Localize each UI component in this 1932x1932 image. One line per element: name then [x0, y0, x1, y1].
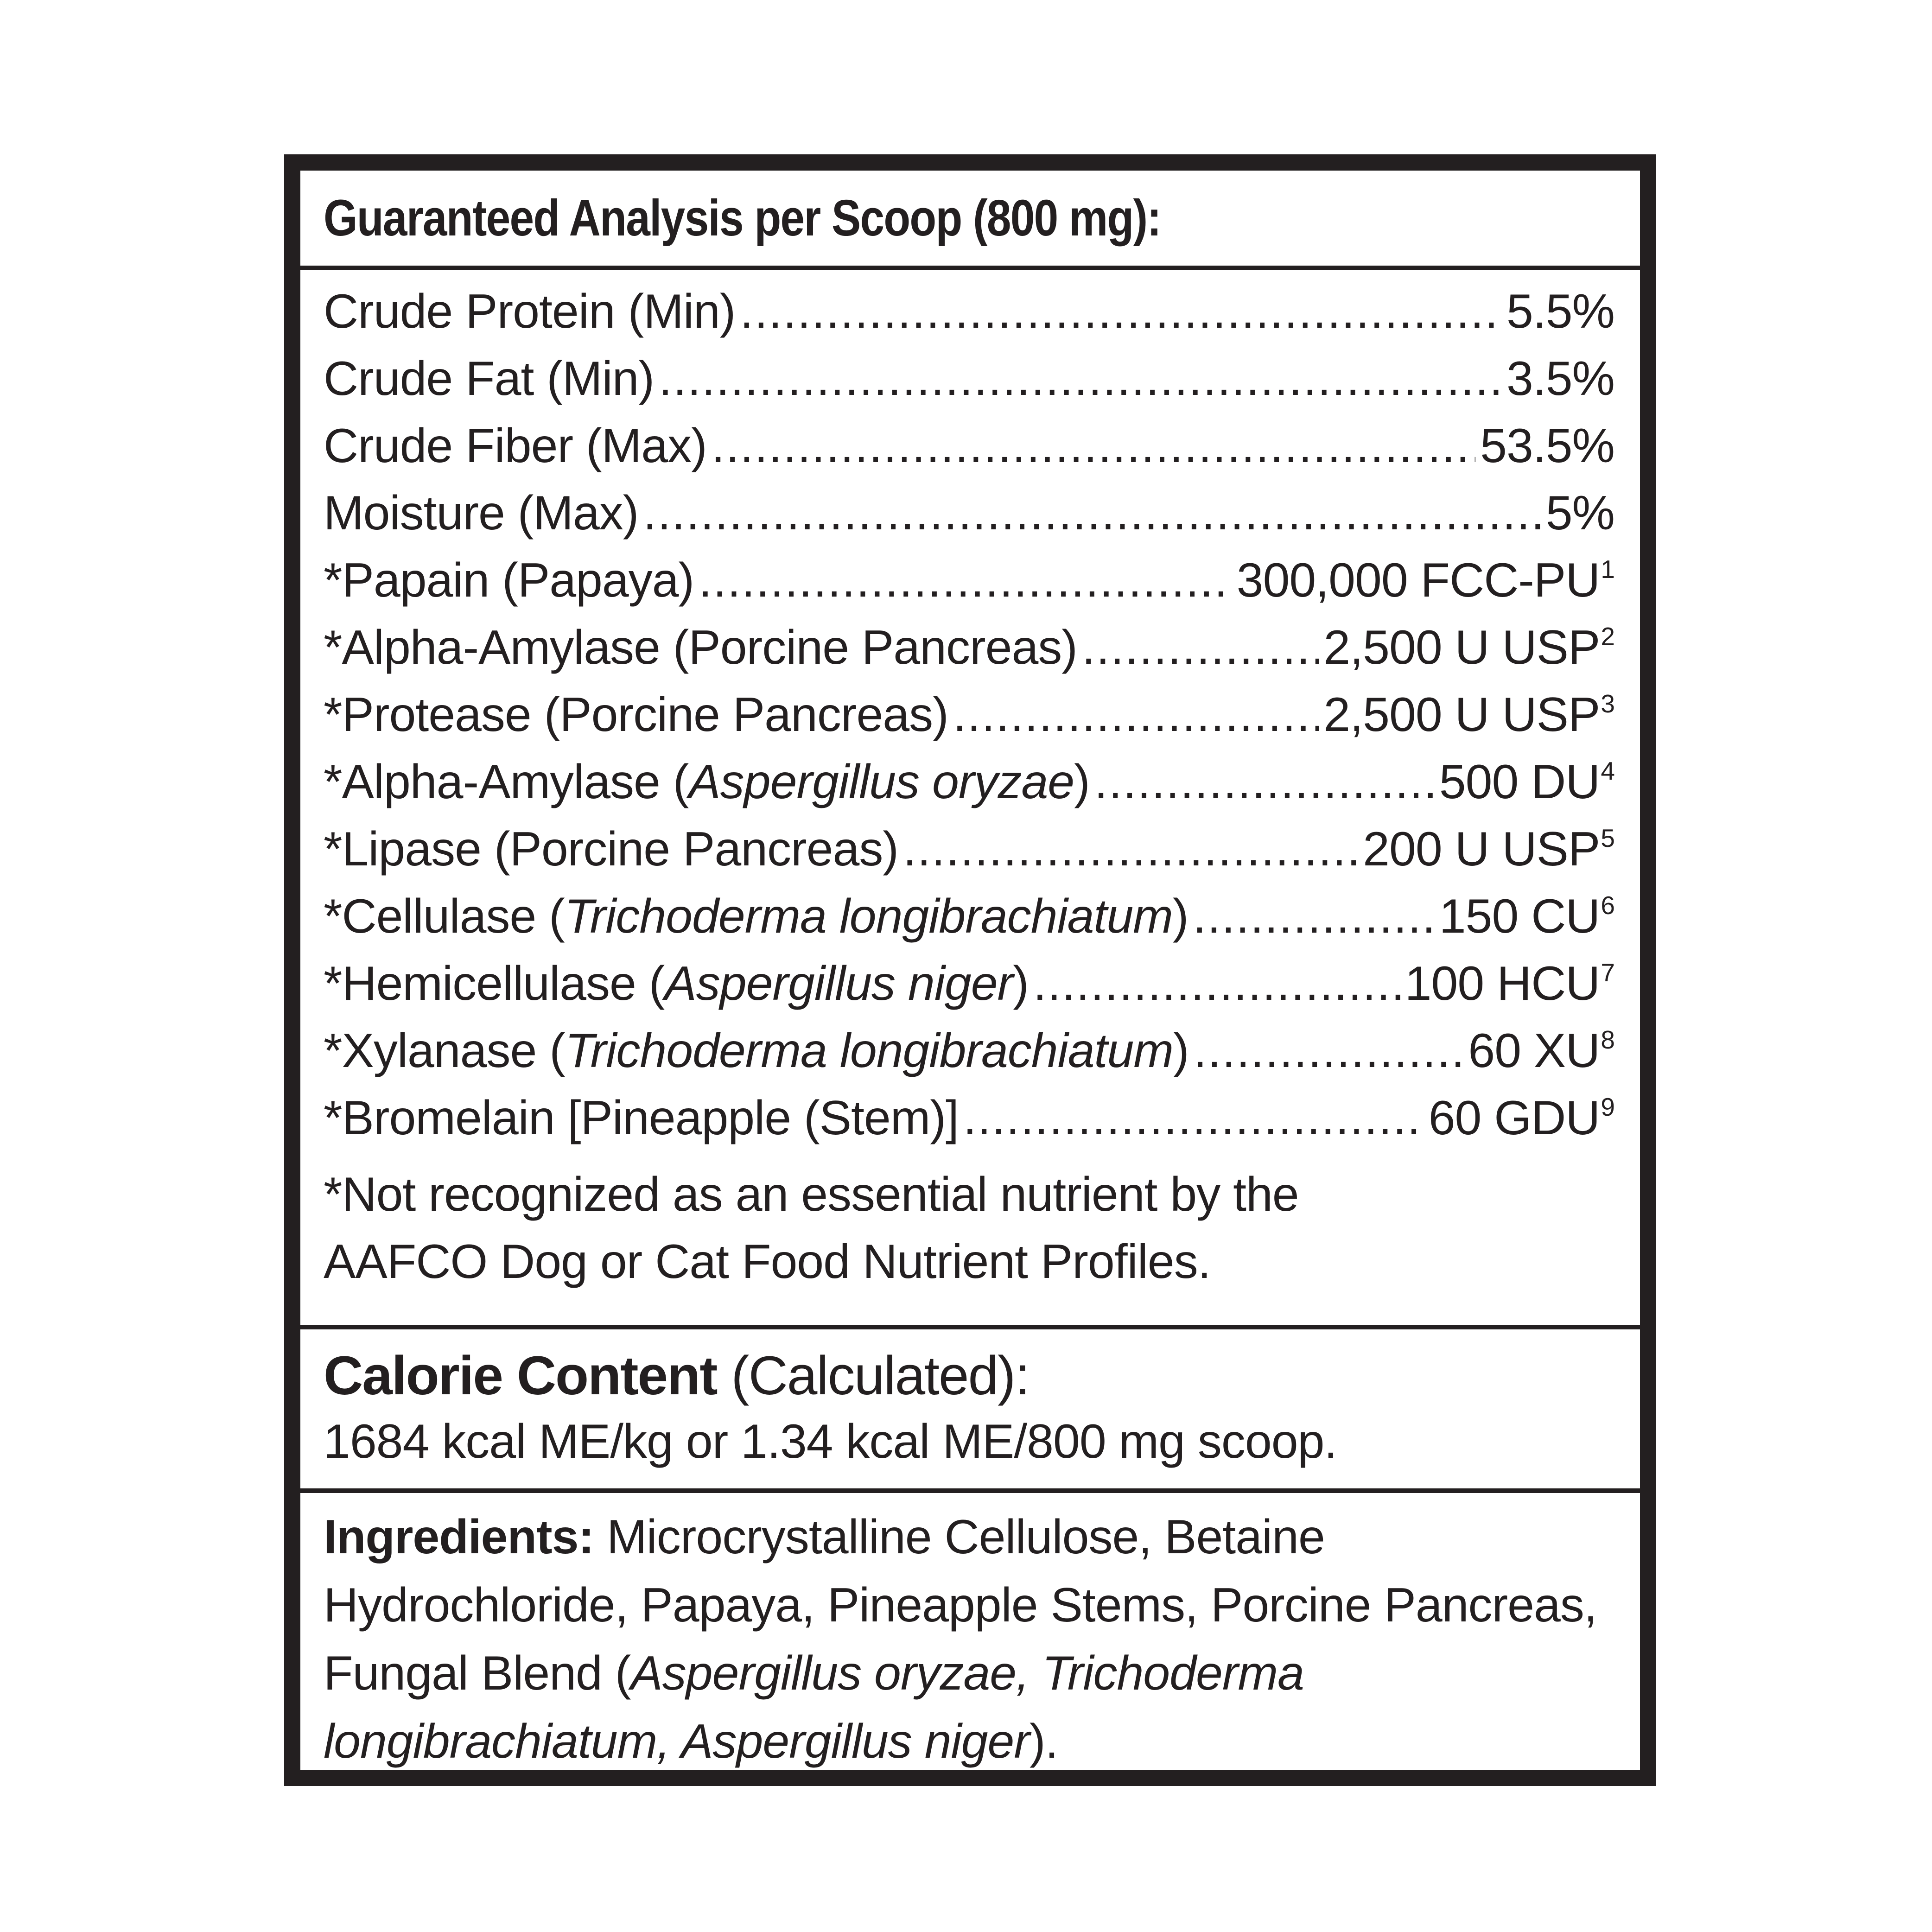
calorie-text: 1684 kcal ME/kg or 1.34 kcal ME/800 mg scoop. — [324, 1415, 1337, 1468]
row-name: *Protease (Porcine Pancreas) — [324, 688, 948, 742]
divider — [300, 1325, 1640, 1329]
analysis-row — [324, 614, 1614, 681]
row-name: *Alpha-Amylase (Aspergillus oryzae) — [324, 755, 1090, 809]
analysis-row — [324, 547, 1614, 614]
row-name: *Hemicellulase (Aspergillus niger) — [324, 957, 1029, 1010]
row-value: 53.5% — [1480, 419, 1614, 473]
row-value: 2,500 U USP$^2$ — [1323, 621, 1614, 674]
row-name: *Bromelain [Pineapple (Stem)] — [324, 1091, 959, 1145]
analysis-row — [324, 883, 1614, 950]
footnote-marker: 3 — [1601, 689, 1614, 718]
analysis-row — [324, 278, 1614, 345]
analysis-row — [324, 480, 1614, 547]
row-name: *Xylanase (Trichoderma longibrachiatum) — [324, 1024, 1189, 1078]
dot-leader — [1193, 883, 1435, 950]
row-name: Crude Protein (Min) — [324, 285, 736, 338]
aafco-footnote — [324, 1161, 1614, 1296]
row-name: *Papain (Papaya) — [324, 553, 694, 607]
analysis-row — [324, 1085, 1614, 1152]
footnote-line: AAFCO Dog or Cat Food Nutrient Profiles. — [324, 1235, 1211, 1289]
dot-leader — [643, 480, 1541, 547]
row-value: 2,500 U USP$^3$ — [1323, 688, 1614, 742]
dot-leader — [1033, 950, 1400, 1017]
row-value: 300,000 FCC-$PU^1$ — [1236, 553, 1614, 607]
footnote-marker: 1 — [1601, 555, 1614, 584]
ingredients-text: Ingredients: Microcrystalline Cellulose, Betaine Hydrochloride, Papaya, Pineapple Stems, Porcine Pancreas, Fungal Blend (Aspergillus oryzae, Trichoderma longibrachiatum, Aspergillus niger). — [324, 1510, 1597, 1768]
divider — [300, 266, 1640, 270]
row-name: *Lipase (Porcine Pancreas) — [324, 822, 898, 876]
dot-leader — [1194, 1017, 1464, 1085]
row-name: Crude Fiber (Max) — [324, 419, 707, 473]
analysis-row — [324, 816, 1614, 883]
footnote-marker: 9 — [1601, 1093, 1614, 1121]
analysis-row — [324, 413, 1614, 480]
dot-leader — [903, 816, 1358, 883]
dot-leader — [712, 413, 1475, 480]
row-value: 100 HCU$^7$ — [1405, 957, 1614, 1010]
analysis-heading — [300, 190, 1640, 262]
calorie-section — [300, 1343, 1640, 1475]
dot-leader — [963, 1085, 1424, 1152]
analysis-row — [324, 345, 1614, 413]
analysis-section — [300, 278, 1640, 1296]
footnote-marker: 5 — [1601, 824, 1614, 852]
divider — [300, 1488, 1640, 1493]
dot-leader — [740, 278, 1502, 345]
analysis-row — [324, 950, 1614, 1017]
footnote-marker: 6 — [1601, 891, 1614, 920]
analysis-row — [324, 749, 1614, 816]
calorie-title: Calorie Content (Calculated): — [324, 1345, 1030, 1406]
dot-leader — [659, 345, 1502, 413]
row-value: 150 $CU^6$ — [1439, 890, 1614, 943]
footnote-marker: 4 — [1601, 756, 1614, 785]
supplement-facts-panel — [284, 154, 1656, 1786]
row-value: 500 $DU^4$ — [1439, 755, 1614, 809]
row-value: 60 GDU$^9$ — [1428, 1091, 1614, 1145]
row-name: *Cellulase (Trichoderma longibrachiatum) — [324, 890, 1188, 943]
dot-leader — [953, 681, 1319, 749]
dot-leader — [1094, 749, 1435, 816]
row-value: 200 U USP$^5$ — [1363, 822, 1614, 876]
footnote-marker: 7 — [1601, 958, 1614, 987]
dot-leader — [699, 547, 1232, 614]
analysis-row — [324, 1017, 1614, 1085]
row-name: *Alpha-Amylase (Porcine Pancreas) — [324, 621, 1077, 674]
analysis-list — [324, 278, 1614, 1152]
footnote-marker: 8 — [1601, 1025, 1614, 1054]
ingredients-label: Ingredients: — [324, 1510, 594, 1564]
analysis-row — [324, 681, 1614, 749]
row-value: 5% — [1545, 486, 1614, 540]
row-value: 60 $XU^8$ — [1468, 1024, 1614, 1078]
row-value: 3.5% — [1506, 352, 1614, 406]
footnote-marker: 2 — [1601, 622, 1614, 651]
row-name: Moisture (Max) — [324, 486, 639, 540]
row-value: 5.5% — [1506, 285, 1614, 338]
ingredients-section — [300, 1503, 1640, 1776]
footnote-line: *Not recognized as an essential nutrient by the — [324, 1168, 1299, 1221]
analysis-title: Guaranteed Analysis per Scoop (800 mg): — [324, 190, 1161, 247]
dot-leader — [1082, 614, 1319, 681]
row-name: Crude Fat (Min) — [324, 352, 655, 406]
